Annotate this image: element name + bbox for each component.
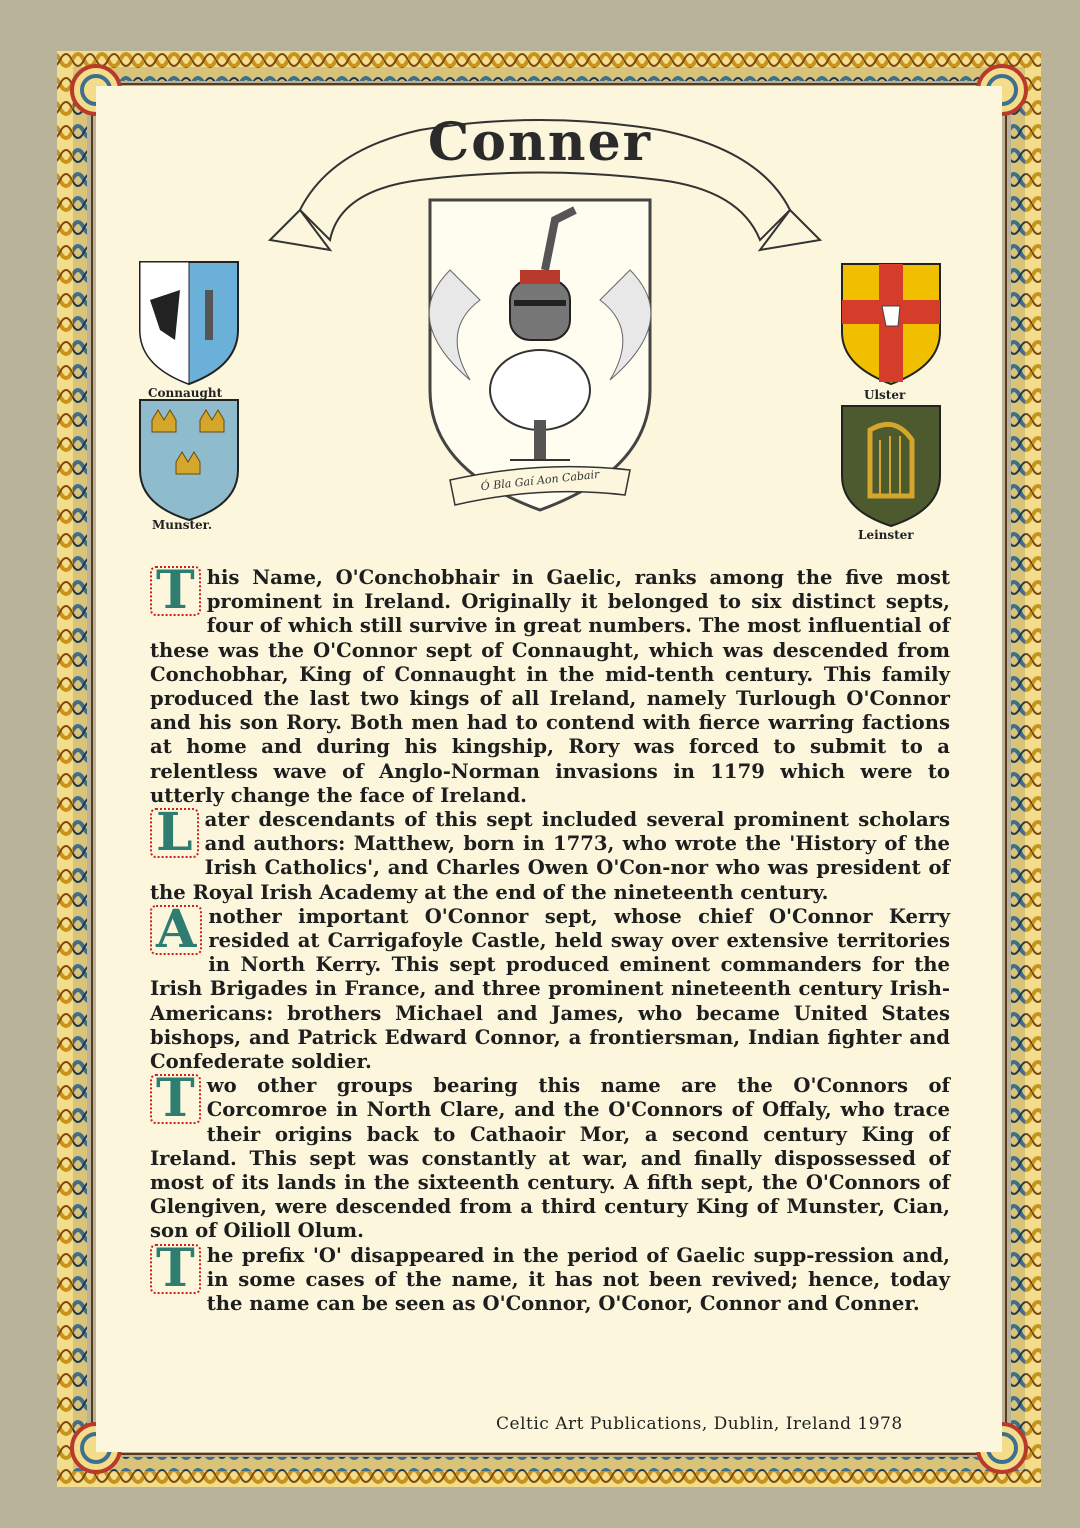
shield-label-connaught: Connaught: [148, 386, 223, 400]
shield-label-munster: Munster.: [152, 518, 213, 532]
connaught-shield-icon: [140, 262, 238, 384]
paragraph: [150, 1068, 950, 1243]
ulster-shield-icon: [842, 264, 940, 384]
paragraph: [150, 1237, 950, 1317]
leinster-shield-icon: [842, 406, 940, 526]
paragraph: [150, 802, 950, 905]
paragraph: [150, 898, 950, 1074]
paragraph-text: his Name, O'Conchobhair in Gaelic, ranks among the five most prominent in Ireland. Originally it belonged to six distinct septs, four of which still survive in great numbers. The most influential of these was the O'Connor sept of Connaught, which was descended from Conchobhar, King of Connaught in the mid-tenth century. This family produced the last two kings of all Ireland, namely Turlough O'Connor and his son Rory. Both men had to contend with fierce warring factions at home and during his kingship, Rory was forced to submit to a relentless wave of Anglo-Norman invasions in 1179 which were to utterly change the face of Ireland.: [150, 566, 950, 807]
paragraph-text: ater descendants of this sept included several prominent scholars and authors: Matthew, born in 1773, who wrote the 'History of the Irish Catholics', and Charles Owen O'Con-nor who was president of the Royal Irish Academy at the end of the nineteenth century.: [150, 808, 950, 904]
history-text: [150, 560, 950, 1316]
drop-cap: T: [150, 1244, 201, 1294]
motto-text: Ó Bla Gaí Aon Cabair: [480, 467, 600, 494]
paragraph-text: nother important O'Connor sept, whose chief O'Connor Kerry resided at Carrigafoyle Castle, held sway over extensive territories in North Kerry. This sept produced eminent commanders for the Irish Brigades in France, and three prominent nineteenth century Irish-Americans: brothers Michael and James, who became United States bishops, and Patrick Edward Connor, a frontiersman, Indian fighter and Confederate soldier.: [150, 904, 950, 1074]
paragraph-text: wo other groups bearing this name are the O'Connors of Corcomroe in North Clare, and the O'Connors of Offaly, who trace their origins back to Cathaoir Mor, a second century King of Ireland. This sept was constantly at war, and finally dispossessed of most of its lands in the sixteenth century. A fifth sept, the O'Connors of Glengiven, were descended from a third century King of Munster, Cian, son of Oilioll Olum.: [150, 1074, 950, 1243]
drop-cap: L: [150, 808, 199, 858]
paragraph-text: he prefix 'O' disappeared in the period of Gaelic supp-ression and, in some cases of the name, it has not been revived; hence, today the name can be seen as O'Connor, O'Conor, Connor and Conner.: [206, 1243, 950, 1316]
shield-label-ulster: Ulster: [864, 388, 906, 402]
paragraph: [150, 560, 950, 808]
publisher-credit: Celtic Art Publications, Dublin, Ireland 1978: [496, 1414, 903, 1434]
munster-shield-icon: [140, 400, 238, 520]
family-name-title: Conner: [427, 112, 653, 173]
drop-cap: T: [150, 566, 201, 616]
drop-cap: A: [150, 905, 202, 955]
shield-label-leinster: Leinster: [858, 528, 914, 542]
drop-cap: T: [150, 1074, 201, 1124]
